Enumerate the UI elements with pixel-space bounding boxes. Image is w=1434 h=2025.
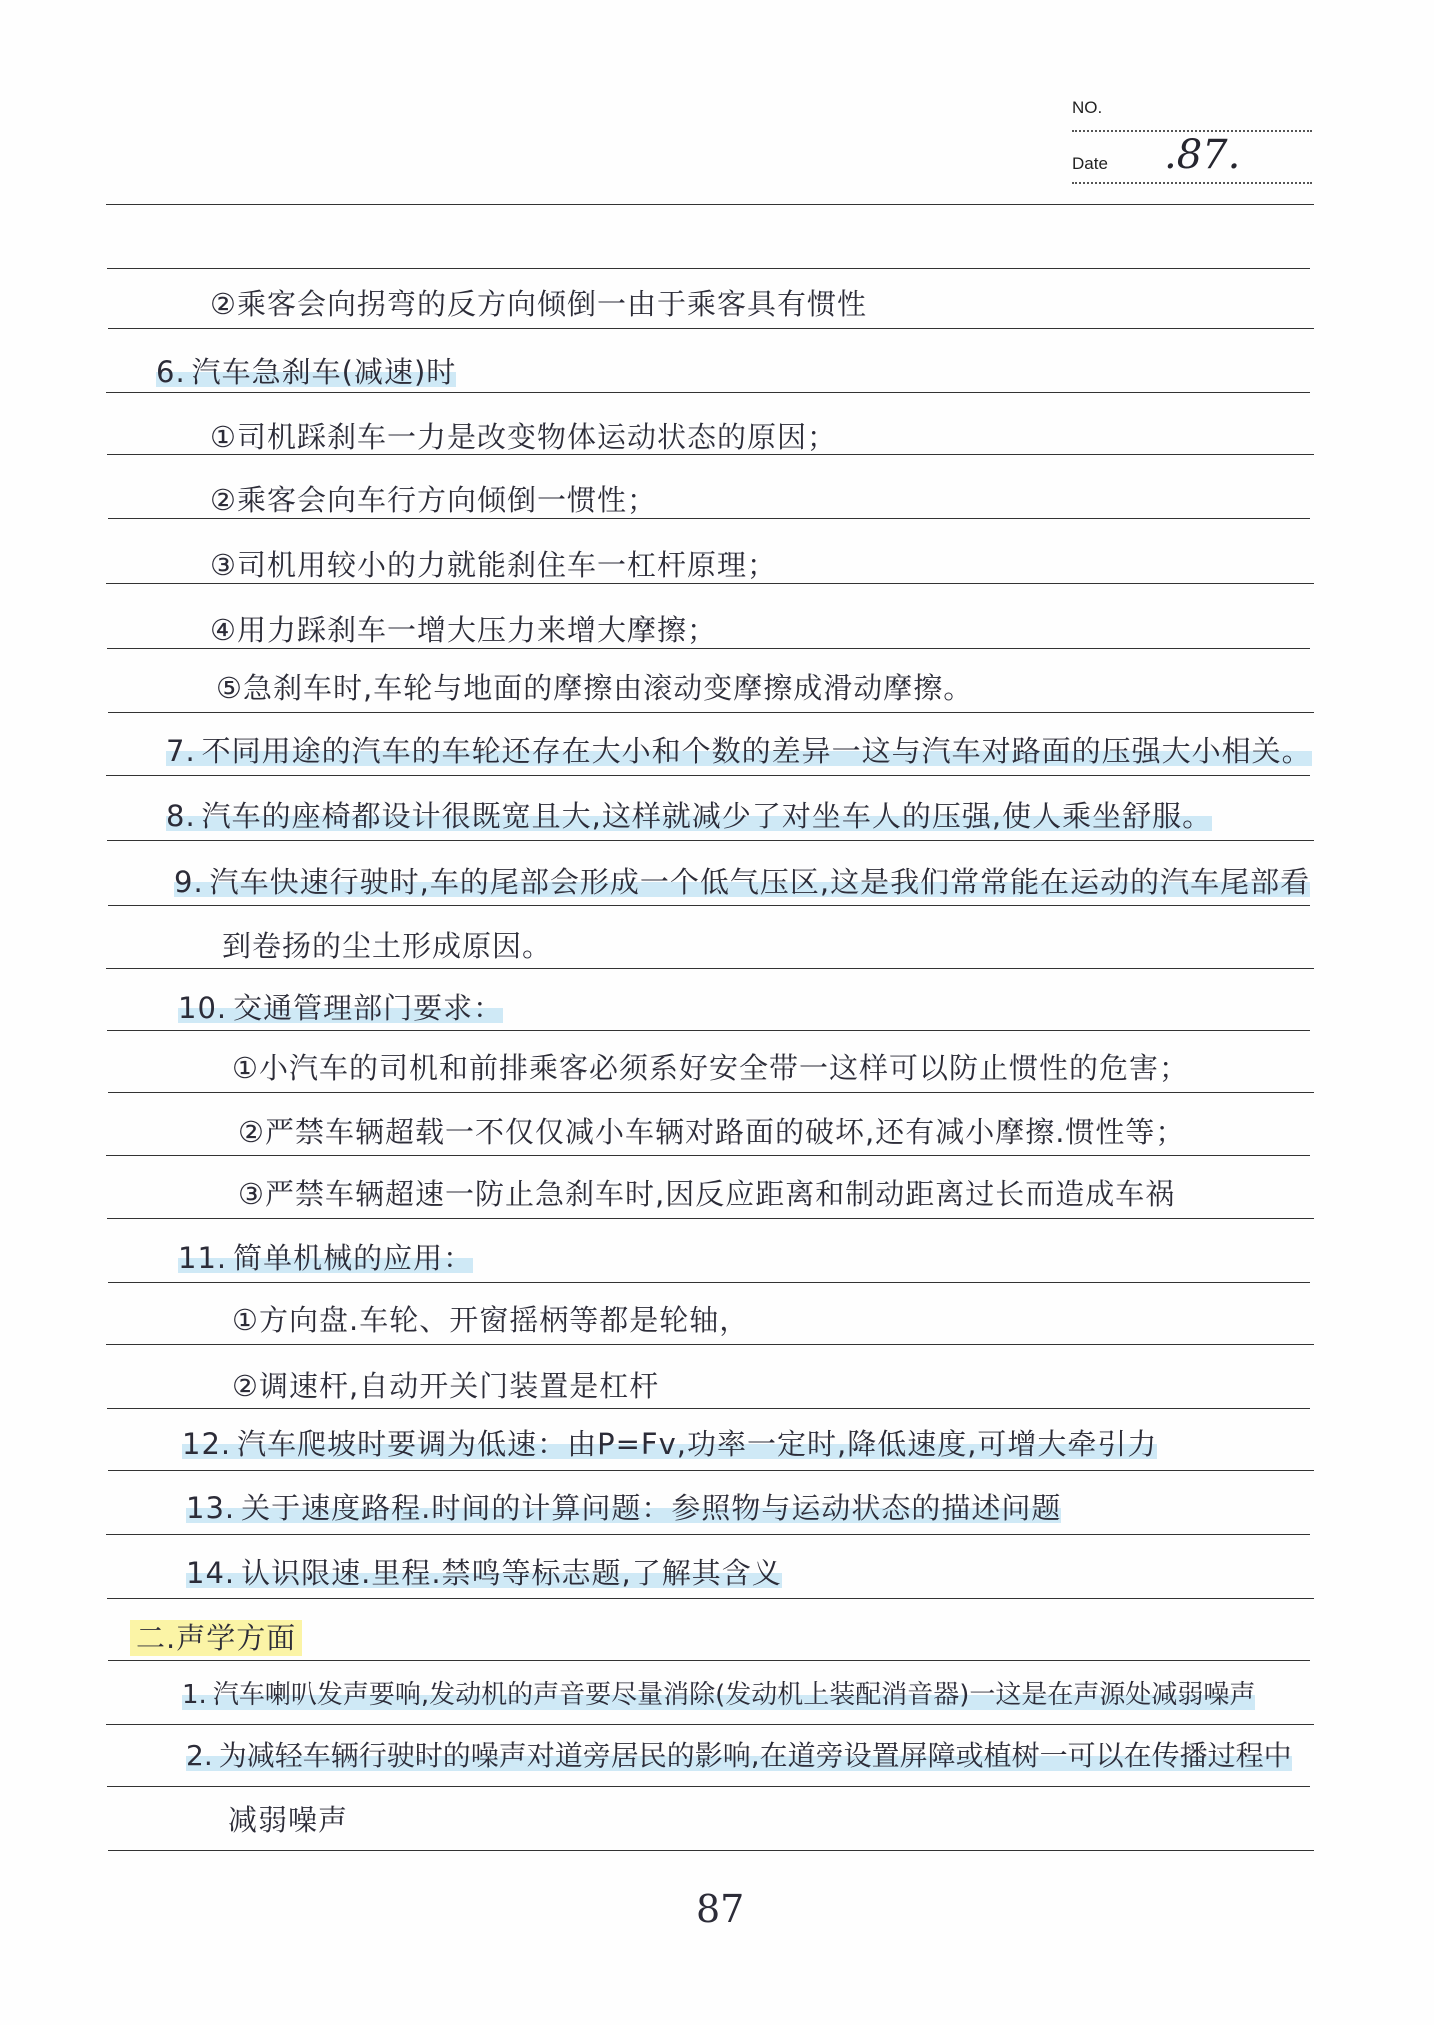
note-line xyxy=(204,482,657,518)
ruled-line xyxy=(106,204,1314,205)
ruled-line xyxy=(106,1534,1310,1535)
ruled-line xyxy=(108,1470,1314,1471)
ruled-line xyxy=(106,583,1314,584)
no-label: NO. xyxy=(1072,98,1103,117)
note-text: ①方向盘.车轮、开窗摇柄等都是轮轴， xyxy=(232,1303,750,1337)
note-text: ②乘客会向拐弯的反方向倾倒一由于乘客具有惯性 xyxy=(210,287,867,321)
note-text: 到卷扬的尘土形成原因。 xyxy=(222,929,553,963)
note-text: ②调速杆,自动开关门装置是杠杆 xyxy=(232,1369,660,1403)
ruled-line xyxy=(107,268,1310,269)
note-line xyxy=(204,286,867,322)
note-line xyxy=(186,1738,1292,1774)
item-number: 2. xyxy=(186,1739,213,1772)
date-label: Date xyxy=(1072,154,1108,173)
page-number: 87 xyxy=(696,1887,745,1931)
section-heading-text: 二.声学方面 xyxy=(136,1621,297,1655)
note-line xyxy=(210,670,973,706)
note-line xyxy=(216,928,552,964)
note-text: ②严禁车辆超载一不仅仅减小车辆对路面的破坏,还有减小摩擦.惯性等； xyxy=(238,1115,1186,1149)
note-text: 汽车快速行驶时,车的尾部会形成一个低气压区,这是我们常常能在运动的汽车尾部看 xyxy=(209,865,1311,899)
note-line xyxy=(182,1677,1255,1713)
note-text: ①司机踩刹车一力是改变物体运动状态的原因； xyxy=(210,420,837,454)
note-line xyxy=(226,1050,1189,1086)
ruled-line xyxy=(106,775,1310,776)
note-line xyxy=(204,547,777,583)
note-text: 汽车喇叭发声要响,发动机的声音要尽量消除(发动机上装配消音器)一这是在声源处减弱噪声 xyxy=(212,1680,1256,1710)
note-text: ③司机用较小的力就能刹住车一杠杆原理； xyxy=(210,548,777,582)
note-text: 不同用途的汽车的车轮还存在大小和个数的差异一这与汽车对路面的压强大小相关。 xyxy=(201,734,1312,768)
note-line xyxy=(182,1426,1157,1462)
item-number: 8. xyxy=(166,799,196,833)
date-value: .87. xyxy=(1164,132,1241,178)
ruled-line xyxy=(106,1344,1314,1345)
note-line xyxy=(232,1176,1175,1212)
note-line xyxy=(204,419,837,455)
note-line xyxy=(178,1240,473,1276)
note-line xyxy=(186,1555,782,1591)
ruled-line xyxy=(108,1282,1310,1283)
note-text: 为减轻车辆行驶时的噪声对道旁居民的影响,在道旁设置屏障或植树一可以在传播过程中 xyxy=(218,1739,1292,1772)
item-number: 11. xyxy=(178,1241,228,1275)
ruled-line xyxy=(106,392,1310,393)
note-line xyxy=(174,864,1310,900)
note-text: 认识限速.里程.禁鸣等标志题,了解其含义 xyxy=(241,1556,782,1590)
note-line xyxy=(178,990,503,1026)
ruled-line xyxy=(106,1724,1314,1725)
note-text: ④用力踩刹车一增大压力来增大摩擦； xyxy=(210,613,717,647)
item-number: 6. xyxy=(156,355,186,389)
note-text: 关于速度路程.时间的计算问题：参照物与运动状态的描述问题 xyxy=(241,1491,1062,1525)
note-line xyxy=(156,354,456,390)
ruled-line xyxy=(108,905,1310,906)
ruled-line xyxy=(108,518,1310,519)
ruled-line xyxy=(107,648,1310,649)
item-number: 7. xyxy=(166,734,196,768)
note-text: ⑤急刹车时,车轮与地面的摩擦由滚动变摩擦成滑动摩擦。 xyxy=(216,671,974,705)
item-number: 10. xyxy=(178,991,228,1025)
note-line xyxy=(166,798,1212,834)
item-number: 12. xyxy=(182,1427,232,1461)
ruled-line xyxy=(107,1598,1314,1599)
ruled-line xyxy=(107,840,1314,841)
note-text: 交通管理部门要求： xyxy=(233,991,504,1025)
note-text: ③严禁车辆超速一防止急刹车时,因反应距离和制动距离过长而造成车祸 xyxy=(238,1177,1176,1211)
item-number: 9. xyxy=(174,865,204,899)
date-rule xyxy=(1072,182,1312,184)
ruled-line xyxy=(108,1092,1314,1093)
note-text: 汽车急刹车(减速)时 xyxy=(191,355,457,389)
ruled-line xyxy=(108,1660,1310,1661)
note-line xyxy=(226,1302,749,1338)
ruled-line xyxy=(108,328,1314,329)
item-number: 14. xyxy=(186,1556,236,1590)
note-text: ①小汽车的司机和前排乘客必须系好安全带一这样可以防止惯性的危害； xyxy=(232,1051,1189,1085)
ruled-line xyxy=(107,1030,1310,1031)
item-number: 13. xyxy=(186,1491,236,1525)
note-line xyxy=(204,612,717,648)
note-text: 简单机械的应用： xyxy=(233,1241,474,1275)
note-line xyxy=(222,1802,348,1838)
note-line xyxy=(226,1368,659,1404)
ruled-line xyxy=(106,968,1314,969)
ruled-line xyxy=(106,1155,1310,1156)
note-text: 减弱噪声 xyxy=(228,1803,349,1837)
ruled-line xyxy=(107,1408,1310,1409)
item-number: 1. xyxy=(182,1680,207,1710)
note-text: ②乘客会向车行方向倾倒一惯性； xyxy=(210,483,657,517)
note-line xyxy=(186,1490,1061,1526)
note-text: 汽车的座椅都设计很既宽且大,这样就减少了对坐车人的压强,使人乘坐舒服。 xyxy=(201,799,1213,833)
note-line xyxy=(166,733,1312,769)
ruled-line xyxy=(108,1850,1314,1851)
ruled-line xyxy=(107,1786,1310,1787)
note-line xyxy=(232,1114,1185,1150)
ruled-line xyxy=(108,712,1314,713)
note-text: 汽车爬坡时要调为低速：由P=Fv,功率一定时,降低速度,可增大牵引力 xyxy=(237,1427,1158,1461)
ruled-line xyxy=(107,1218,1314,1219)
section-heading xyxy=(130,1620,302,1656)
